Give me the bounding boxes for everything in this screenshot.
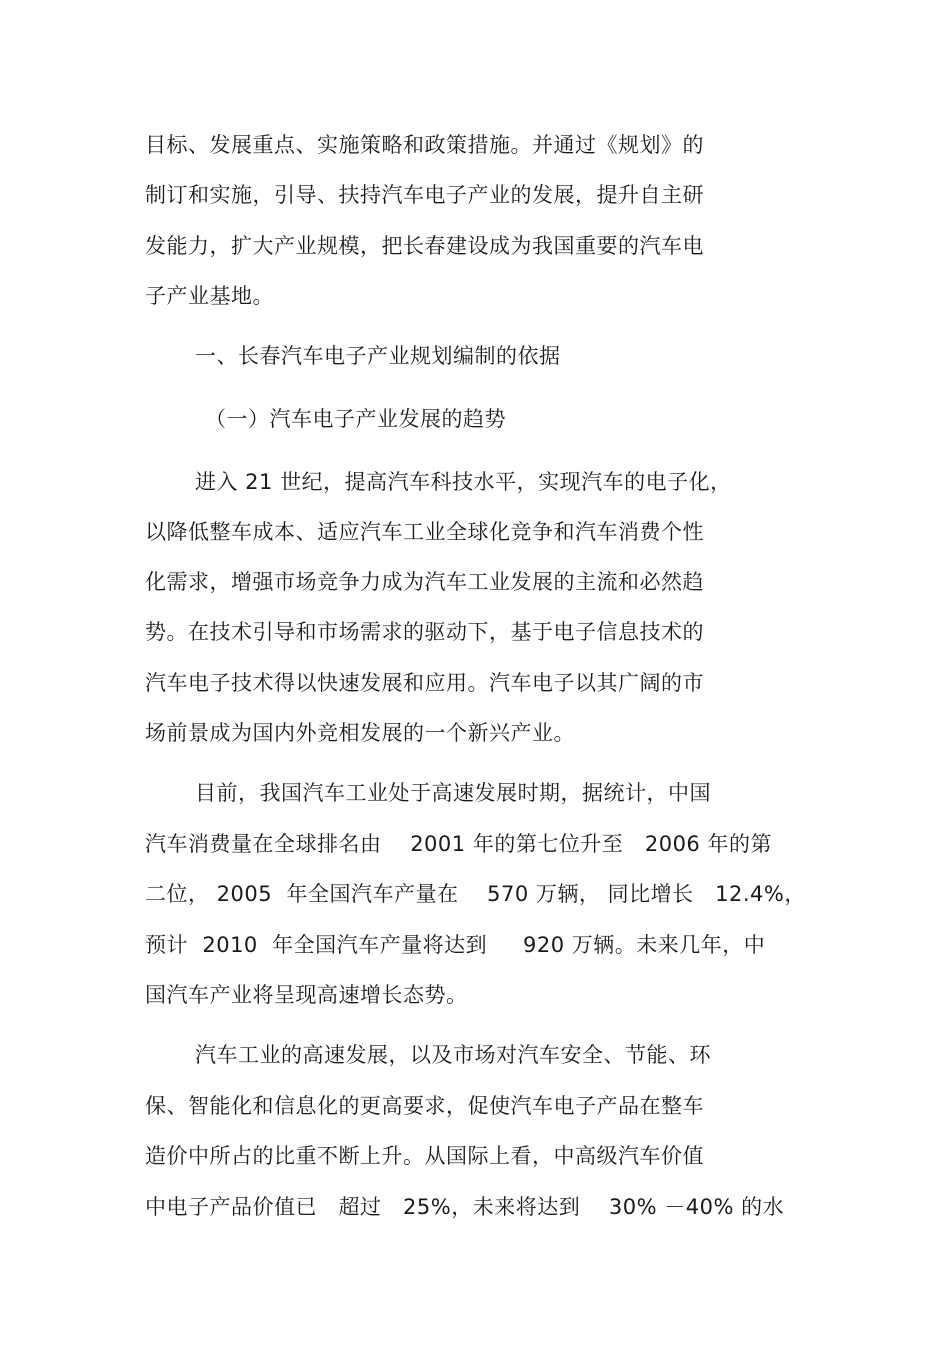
text-line: 制订和实施，引导、扶持汽车电子产业的发展，提升自主研: [145, 183, 704, 207]
text-line: 场前景成为国内外竞相发展的一个新兴产业。: [145, 721, 575, 745]
text-line: 汽车消费量在全球排名由 2001 年的第七位升至 2006 年的第: [145, 832, 772, 856]
text-line: 子产业基地。: [145, 284, 274, 308]
text-line: 造价中所占的比重不断上升。从国际上看，中高级汽车价值: [145, 1144, 704, 1168]
text-line: 进入 21 世纪，提高汽车科技水平，实现汽车的电子化，: [195, 470, 732, 494]
text-line: 国汽车产业将呈现高速增长态势。: [145, 983, 468, 1007]
section-heading: 一、长春汽车电子产业规划编制的依据: [195, 344, 561, 368]
text-line: 发能力，扩大产业规模，把长春建设成为我国重要的汽车电: [145, 234, 704, 258]
text-line: 汽车工业的高速发展，以及市场对汽车安全、节能、环: [195, 1043, 711, 1067]
text-line: 化需求，增强市场竞争力成为汽车工业发展的主流和必然趋: [145, 570, 704, 594]
text-line: 预计 2010 年全国汽车产量将达到 920 万辆。未来几年，中: [145, 933, 766, 957]
subsection-heading: （一）汽车电子产业发展的趋势: [205, 407, 506, 431]
text-line: 中电子产品价值已 超过 25%，未来将达到 30% －40% 的水: [145, 1195, 785, 1219]
text-line: 保、智能化和信息化的更高要求，促使汽车电子产品在整车: [145, 1094, 704, 1118]
text-line: 目标、发展重点、实施策略和政策措施。并通过《规划》的: [145, 133, 704, 157]
text-line: 汽车电子技术得以快速发展和应用。汽车电子以其广阔的市: [145, 671, 704, 695]
text-line: 势。在技术引导和市场需求的驱动下，基于电子信息技术的: [145, 620, 704, 644]
text-line: 以降低整车成本、适应汽车工业全球化竞争和汽车消费个性: [145, 520, 704, 544]
text-line: 目前，我国汽车工业处于高速发展时期，据统计，中国: [195, 781, 711, 805]
text-line: 二位， 2005 年全国汽车产量在 570 万辆， 同比增长 12.4%，: [145, 882, 806, 906]
